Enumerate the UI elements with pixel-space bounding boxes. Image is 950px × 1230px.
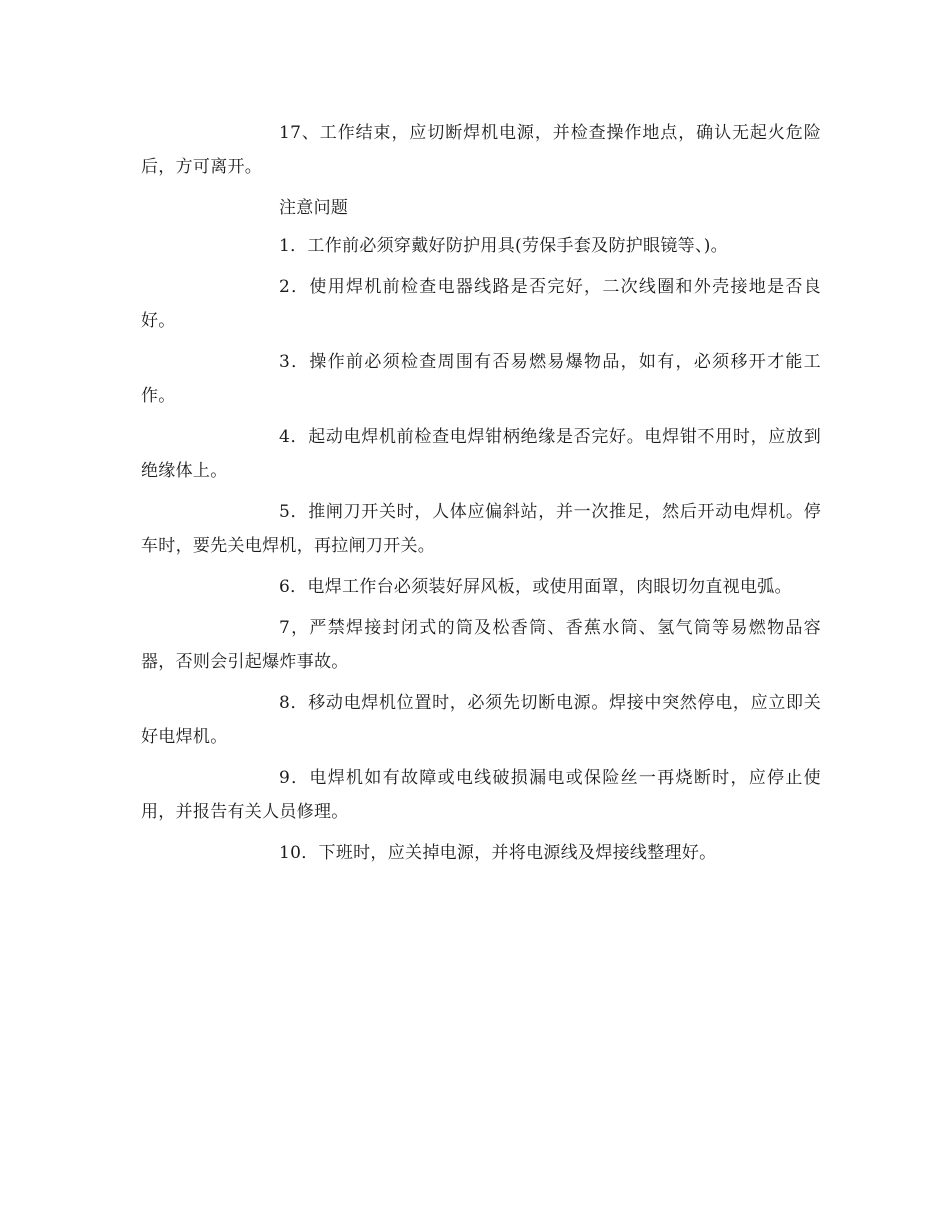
- list-item: 3．操作前必须检查周围有否易燃易爆物品，如有，必须移开才能工作。: [141, 352, 821, 406]
- list-item: 7，严禁焊接封闭式的筒及松香筒、香蕉水筒、氢气筒等易燃物品容器，否则会引起爆炸事故。: [141, 618, 821, 672]
- list-item: 9．电焊机如有故障或电线破损漏电或保险丝一再烧断时，应停止使用，并报告有关人员修理。: [141, 768, 821, 822]
- intro-paragraph: 17、工作结束，应切断焊机电源，并检查操作地点，确认无起火危险后，方可离开。: [141, 123, 821, 177]
- list-item: 10．下班时，应关掉电源，并将电源线及焊接线整理好。: [279, 843, 717, 863]
- list-item: 6．电焊工作台必须装好屏风板，或使用面罩，肉眼切勿直视电弧。: [279, 577, 792, 597]
- document-body: [141, 116, 821, 877]
- list-item: 8．移动电焊机位置时，必须先切断电源。焊接中突然停电，应立即关好电焊机。: [141, 693, 821, 747]
- list-item: 4．起动电焊机前检查电焊钳柄绝缘是否完好。电焊钳不用时，应放到绝缘体上。: [141, 427, 821, 481]
- section-title: 注意问题: [279, 198, 349, 218]
- list-item: 5．推闸刀开关时，人体应偏斜站，并一次推足，然后开动电焊机。停车时，要先关电焊机，再拉闸刀开关。: [141, 502, 821, 556]
- list-item: 1．工作前必须穿戴好防护用具(劳保手套及防护眼镜等、)。: [279, 236, 728, 256]
- list-item: 2．使用焊机前检查电器线路是否完好，二次线圈和外壳接地是否良好。: [141, 277, 821, 331]
